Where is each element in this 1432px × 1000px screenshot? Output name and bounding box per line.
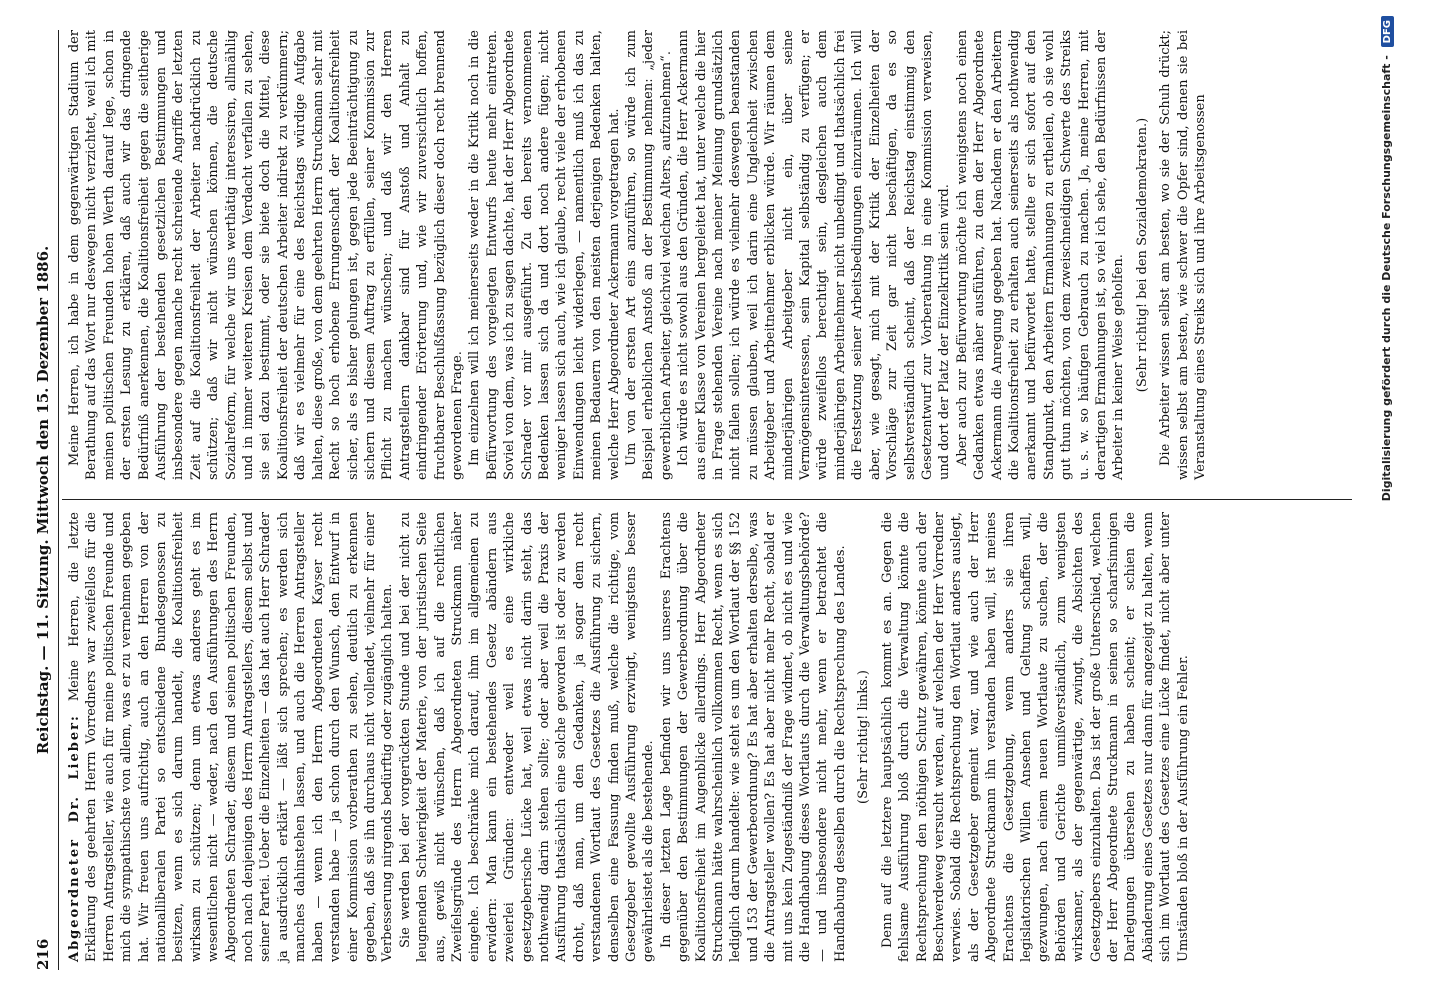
dfg-logo-icon: DFG [1381, 16, 1394, 47]
running-header [34, 30, 56, 970]
applause-note: (Sehr richtig! links.) [856, 670, 872, 804]
speech-paragraph: Die Arbeiter wissen selbst am besten, wo sie der Schuh drückt; wissen selbst am besten, wie schwer die Opfer sind, denen sie bei Veranstaltung eines Streiks sich und ihre Arbeitsgenossen [1158, 30, 1208, 480]
speech-paragraph: In dieser letzten Lage befinden wir uns unseres Erachtens gegenüber den Bestimmungen der Gewerbeordnung über die Koalitionsfreiheit im Augenblicke allerdings. Herr Abgeordneter Struckmann hätte wahrscheinlich vollkommen Recht, wenn es sich lediglich darum handelte: wie steht es um den Wortlaut der §§ 152 und 153 der Gewerbeordnung? Es hat aber erhalten derselbe, was die Antragsteller wollen? Es hat aber nicht mehr Recht, sobald er mit uns kein Zugeständniß der Frage widmet, ob nicht es und wie die Handhabung dieses Wortlauts durch die Verwaltungsbehörde? — und insbesondere nicht mehr, wenn er betrachtet die Handhabung desselben durch die Rechtsprechung des Landes. [658, 512, 848, 962]
page-number: 216 [34, 938, 52, 970]
applause-note: (Sehr richtig! bei den Sozialdemokraten.) [1134, 117, 1150, 393]
speech-paragraph: Sie werden bei der vorgerückten Stunde und bei der nicht zu leugnenden Schwierigkeit der Materie, von der juristischen Seite aus, gewiß nicht wünschen, daß ich auf die rechtlichen Zweifelsgründe des Herrn Abgeordneten Struckmann näher eingehe. Ich beschränke mich darauf, ihm im allgemeinen zu erwidern: Man kann ein bestehendes Gesetz abändern aus zweierlei Gründen: entweder weil es eine wirkliche gesetzgeberische Lücke hat, weil etwas nicht darin steht, das nothwendig darin stehen sollte; oder aber weil die Praxis der Ausführung thatsächlich eine solche geworden ist oder zu werden droht, daß man, um den Gedanken, ja sogar dem recht verstandenen Wortlaut des Gesetzes die Ausführung zu sichern, denselben eine Fassung finden muß, welche die richtige, vom Gesetzgeber gewollte Ausführung erzwingt, wenigstens besser gewährleistet als die bestehende. [397, 512, 657, 962]
speech-paragraph: Ich würde es nicht sowohl aus den Gründen, die Herr Ackermann aus einer Klasse von Vereinen hergeleitet hat, unter welche die hier in Frage stehenden Vereine nach meiner Meinung grundsätzlich nicht fallen sollen; ich würde es vielmehr deswegen beanstanden zu müssen glauben, weil ich darin eine Ungleichheit zwischen Arbeitgeber und Arbeitnehmer erblicken würde. Wir räumen dem minderjährigen Arbeitgeber nicht ein, über seine Vermögensinteressen, sein Kapital selbständig zu verfügen; er würde zweifellos berechtigt sein, desgleichen auch dem minderjährigen Arbeitnehmer nicht unbedingt und thatsächlich frei die Festsetzung seiner Arbeitsbedingungen einzuräumen. Ich will aber, wie gesagt, mich mit der Kritik der Einzelheiten der Vorschläge zur Zeit gar nicht beschäftigen, da es so selbstverständlich scheint, daß der Reichstag einstimmig den Gesetzentwurf zur Vorberathung in eine Kommission verweisen, und dort der Platz der Einzelkritik sein wird. [676, 30, 953, 480]
speech-paragraph: Im einzelnen will ich meinerseits weder in die Kritik noch in die Befürwortung des vorgelegten Entwurfs heute mehr eintreten. Soviel von dem, was ich zu sagen dachte, hat der Herr Abgeordnete Schrader vor mir ausgeführt. Zu den bereits vernommenen Bedenken lassen sich da und dort noch andere fügen; nicht weniger lassen sich auch, wie ich glaube, recht viele der erhobenen Einwendungen leicht widerlegen, — namentlich muß ich das zu meinen Bedauern von den meisten derjenigen Bedenken halten, welche Herr Abgeordneter Ackermann vorgetragen hat. [467, 30, 622, 480]
speaker-name: Abgeordneter Dr. Lieber: [67, 714, 82, 962]
speech-paragraph: Meine Herren, ich habe in dem gegenwärtigen Stadium der Berathung auf das Wort nur deswegen nicht verzichtet, weil ich mit meinen politischen Freunden hohen Werth darauf lege, schon in der ersten Lesung zu erklären, daß auch wir das dringende Bedürfniß anerkennen, die Koalitionsfreiheit gegen die seitherige Ausführung der bestehenden gesetzlichen Bestimmungen und insbesondere gegen manche recht schreiende Angriffe der letzten Zeit auf die Koalitionsfreiheit der Arbeiter nachdrücklich zu schützen; daß wir nicht wünschen können, die deutsche Sozialreform, für welche wir uns werthätig interessiren, allmählig und in immer weiteren Kreisen dem Verdacht verfallen zu sehen, sie sei dazu bestimmt, oder sie biete doch die Mittel, diese Koalitionsfreiheit der deutschen Arbeiter indirekt zu verkümmern; daß wir es vielmehr für eine des Reichstags würdige Aufgabe halten, diese große, von dem geehrten Herrn Struckmann sehr mit Recht so hoch erhobene Errungenschaft der Koalitionsfreiheit sicher, als es bisher gelungen ist, gegen jede Beeinträchtigung zu sichern und diesem Auftrag zu erfüllen, seiner Kommission zur Pflicht zu machen wünschen; und daß wir den Herren Antragstellern dankbar sind für Anstoß und Anhalt zu eindringender Erörterung und, wie wir zuversichtlich hoffen, fruchtbarer Beschlußfassung bezüglich dieser doch recht brennend gewordenen Frage. [67, 30, 465, 480]
right-column [66, 30, 1209, 480]
credit-text: Digitalisierung gefördert durch die Deutsche Forschungsgemeinschaft - [1380, 55, 1393, 502]
column-divider [62, 499, 1352, 500]
digitization-credit [1380, 0, 1394, 1000]
speech-paragraph: Um von der ersten Art eins anzuführen, so würde ich zum Beispiel erheblichen Anstoß an der Bestimmung nehmen: „jeder gewerblichen Arbeiter, gleichviel welchen Alters, aufzunehmen“. [624, 30, 674, 480]
header-rule [58, 30, 59, 970]
speech-paragraph: Denn auf die letztere hauptsächlich kommt es an. Gegen die fehlsame Ausführung bloß durch die Verwaltung könnte die Rechtsprechung den nöthigen Schutz gewähren, könnte auch der Beschwerdeweg versucht werden, auf welchen der Herr Vorredner verwies. Sobald die Rechtsprechung den Wortlaut anders auslegt, als der Gesetzgeber gemeint war, und wie auch der Herr Abgeordnete Struckmann ihn verstanden haben will, ist meines Erachtens die Gesetzgebung, wenn anders sie ihren legislatorischen Willen Ansehen und Geltung schaffen will, gezwungen, nach einem neuen Wortlaute zu suchen, der die Behörden und Gerichte unmißverständlich, zum wenigsten wirksamer, als der gegenwärtige, zwingt, die Absichten des Gesetzgebers einzuhalten. Das ist der große Unterschied, welchen der Herr Abgeordnete Struckmann in seinen so scharfsinnigen Darlegungen übersehen zu haben scheint; er schien die Abänderung eines Gesetzes nur dann für angezeigt zu halten, wenn sich im Wortlaut des Gesetzes eine Lücke findet, nicht aber unter Umständen bloß in der Ausführung ein Fehler. [879, 512, 1191, 962]
running-head-title: Reichstag. — 11. Sitzung. Mittwoch den 15. Dezember 1886. [34, 245, 52, 755]
speech-paragraph: Aber auch zur Befürwortung möchte ich wenigstens noch einen Gedanken etwas näher ausführen, zu dem der Herr Abgeordnete Ackermann die Anregung gegeben hat. Nachdem er den Arbeitern die Koalitionsfreiheit zu erhalten auch seinerseits als nothwendig anerkannt und befürwortet hatte, stellte er sich sofort auf den Standpunkt, den Arbeitern Ermahnungen zu ertheilen, ob sie wohl gut thun möchten, von dem zweischneidigen Schwerte des Streiks u. s. w. so häufigen Gebrauch zu machen. Ja, meine Herren, mit derartigen Ermahnungen ist, so viel ich sehe, den Bedürfnissen der Arbeiter in keiner Weise geholfen. [954, 30, 1127, 480]
speech-paragraph: Abgeordneter Dr. Lieber: Meine Herren, die letzte Erklärung des geehrten Herrn Vorredners war zweifellos für die Herren Antragsteller, wie auch für meine politischen Freunde und mich die sympathischste von allem, was er zu vernehmen gegeben hat. Wir freuen uns aufrichtig, auch an den Herren von der nationalliberalen Partei so entschiedene Bundesgenossen zu besitzen, wenn es sich darum handelt, die Koalitionsfreiheit wirksam zu schützen; denn um etwas anderes geht es im wesentlichen nicht — weder, nach den Ausführungen des Herrn Abgeordneten Schrader, diesem und seinen politischen Freunden, noch nach denjenigen des Herrn Antragstellers, diesem selbst und seiner Partei. Ueber die Einzelheiten — das hat auch Herr Schrader ja ausdrücklich erklärt — läßt sich sprechen; es werden sich manches dahinstehen lassen, und auch die Herren Antragsteller haben — wenn ich den Herrn Abgeordneten Kayser recht verstanden habe — ja schon durch den Wunsch, den Entwurf in einer Kommission vorberathen zu sehen, deutlich zu erkennen gegeben, daß sie ihn durchaus nicht vollendet, vielmehr für einer Verbesserung nirgends bedürftig oder zugänglich halten. [67, 511, 396, 962]
left-column [66, 512, 1192, 962]
